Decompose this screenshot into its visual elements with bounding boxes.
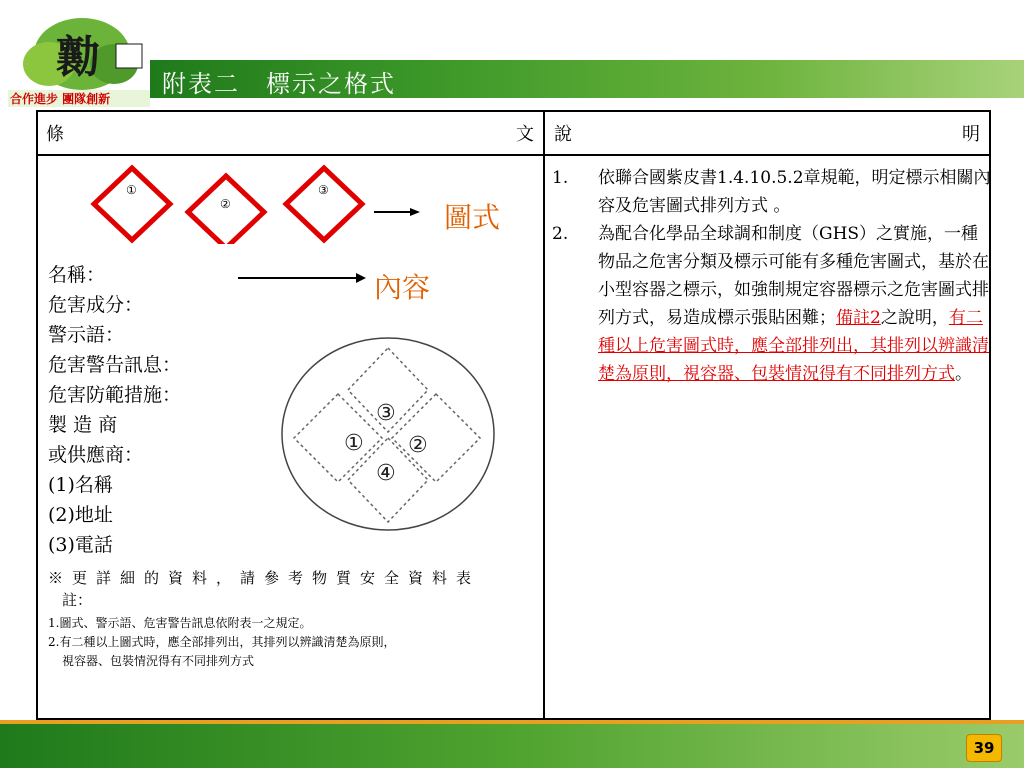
hazard-pictogram-diamonds xyxy=(74,164,434,244)
diamond-label-2: ② xyxy=(220,197,231,211)
field-supplier-address: (2)地址 xyxy=(48,504,113,526)
diamond-2 xyxy=(188,176,264,244)
label-content: 內容 xyxy=(374,271,431,304)
svg-text:勷: 勷 xyxy=(56,32,100,83)
field-manufacturer: 製 造 商 xyxy=(48,414,118,436)
note-sds-reference: ※更詳細的資料，請參考物質安全資料表 xyxy=(48,569,481,587)
footer-bar xyxy=(0,720,1024,768)
label-field-list xyxy=(48,260,181,560)
remark-2-reference: 備註2 xyxy=(836,308,881,328)
field-hazard-statement: 危害警告訊息： xyxy=(48,354,182,376)
page-title: 附表二 標示之格式 xyxy=(162,70,396,98)
diamond-label-3: ③ xyxy=(318,183,329,197)
circle-label-1: ① xyxy=(344,431,364,456)
column-header-clause: 條 文 xyxy=(46,124,534,145)
circular-arrangement-figure xyxy=(278,334,498,534)
diamond-label-1: ① xyxy=(126,183,137,197)
explanation-item-1: 1. 依聯合國紫皮書1.4.10.5.2章規範，明定標示相關內容及危害圖式排列方式 。 xyxy=(552,168,991,216)
circle-label-2: ② xyxy=(408,433,428,458)
diamond-1 xyxy=(94,168,170,240)
circle-label-3: ③ xyxy=(376,401,396,426)
field-supplier: 或供應商： xyxy=(48,444,144,466)
logo-slogan: 合作進步 團隊創新 xyxy=(10,92,111,106)
field-name: 名稱： xyxy=(48,264,106,286)
field-supplier-name: (1)名稱 xyxy=(48,474,113,496)
notes-list xyxy=(48,614,542,671)
title-bar xyxy=(150,60,1024,98)
format-table xyxy=(36,110,991,720)
field-signal-word: 警示語： xyxy=(48,324,125,346)
note-heading: 註： xyxy=(62,591,93,609)
note-2: 2.有二種以上圖式時，應全部排列出，其排列以辨識清楚為原則， xyxy=(48,635,396,649)
arrow-content xyxy=(238,272,368,284)
explanation-text xyxy=(552,164,992,388)
arrangement-rule-highlight: 有二種以上危害圖式時，應全部排列出，其排列以辨識清楚為原則，視容器、包裝情況得有不同排列方式 xyxy=(598,308,989,384)
explanation-item-2: 2. 為配合化學品全球調和制度（GHS）之實施，一種物品之危害分類及標示可能有多種危害圖式，基於在小型容器之標示，如強制規定容器標示之危害圖式排列方式，易造成標示張貼困難；備註2之說明，有二種以上危害圖式時，應全部排列出，其排列以辨識清楚為原則，視容器、包裝情況得有不同排列方式。 xyxy=(552,224,989,384)
header-divider xyxy=(38,154,989,156)
circle-label-4: ④ xyxy=(376,461,396,486)
field-supplier-phone: (3)電話 xyxy=(48,534,113,556)
note-2-cont: 視容器、包裝情況得有不同排列方式 xyxy=(62,654,255,668)
label-pictogram: 圖式 xyxy=(444,201,501,234)
column-header-explanation: 說 明 xyxy=(554,124,980,145)
page-number: 39 xyxy=(966,734,1002,762)
column-divider xyxy=(543,112,545,718)
note-1: 1.圖式、警示語、危害警告訊息依附表一之規定。 xyxy=(48,616,312,630)
company-logo xyxy=(4,14,154,109)
diamond-3 xyxy=(286,168,362,240)
field-hazard-ingredients: 危害成分： xyxy=(48,294,144,316)
field-precautionary-statement: 危害防範措施： xyxy=(48,384,182,406)
